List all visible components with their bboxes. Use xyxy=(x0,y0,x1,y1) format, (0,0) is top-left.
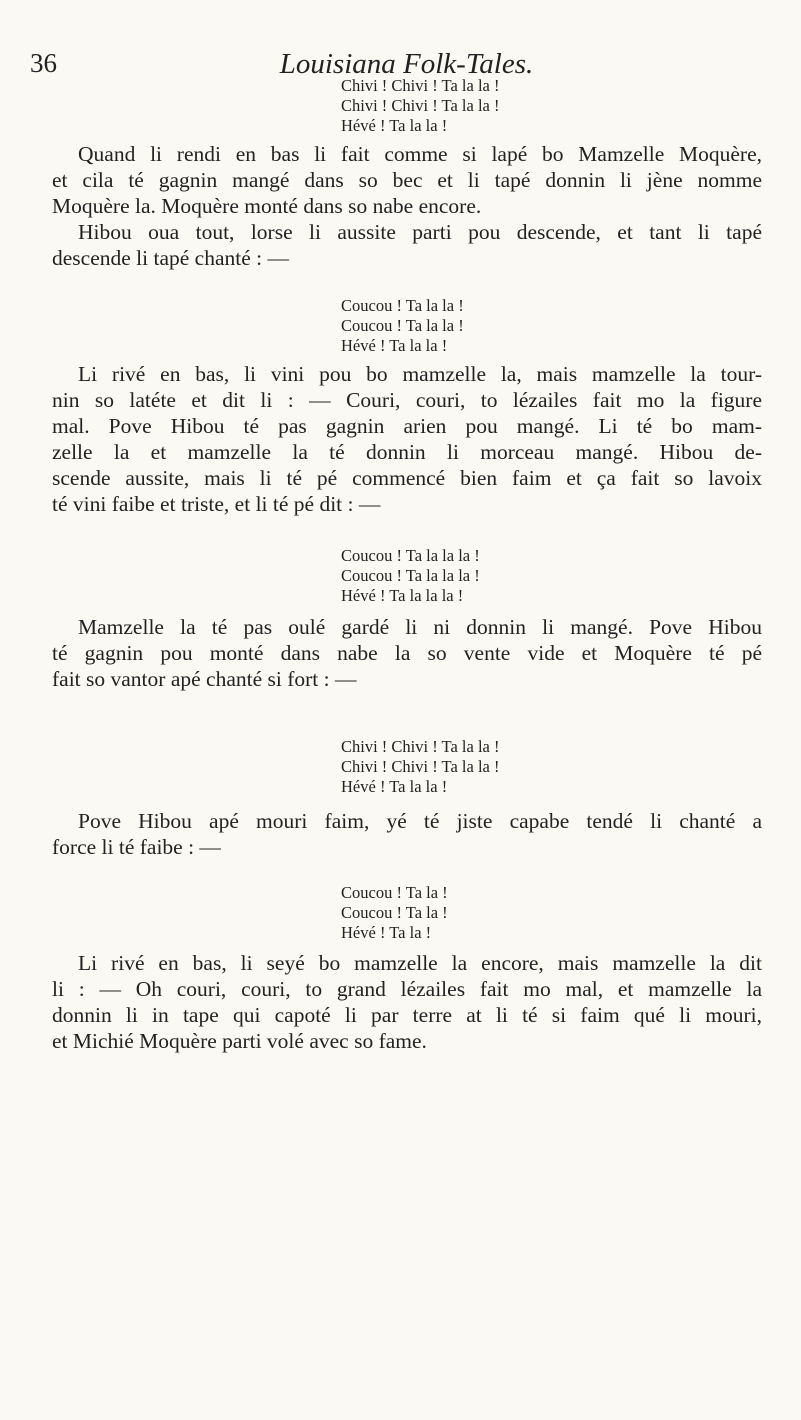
text-line: fait so vantor apé chanté si fort : — xyxy=(52,667,357,691)
verse-line: Chivi ! Chivi ! Ta la la ! xyxy=(341,96,500,115)
song-verse xyxy=(341,76,499,136)
verse-line: Hévé ! Ta la la ! xyxy=(341,116,448,135)
song-verse xyxy=(341,883,448,943)
verse-line: Coucou ! Ta la ! xyxy=(341,883,448,902)
text-line: Mamzelle la té pas oulé gardé li ni donnin li mangé. Pove Hibou xyxy=(78,615,762,639)
song-verse xyxy=(341,546,480,606)
verse-line: Chivi ! Chivi ! Ta la la ! xyxy=(341,737,500,756)
verse-line: Hévé ! Ta la la ! xyxy=(341,336,448,355)
text-line: mal. Pove Hibou té pas gagnin arien pou mangé. Li té bo mam- xyxy=(52,414,762,438)
verse-line: Hévé ! Ta la la ! xyxy=(341,777,448,796)
song-verse xyxy=(341,737,499,797)
text-line: et cila té gagnin mangé dans so bec et li tapé donnin li jène nomme xyxy=(52,168,762,192)
text-line: descende li tapé chanté : — xyxy=(52,246,289,270)
text-line: té vini faibe et triste, et li té pé dit : — xyxy=(52,492,381,516)
text-line: Li rivé en bas, li vini pou bo mamzelle la, mais mamzelle la tour- xyxy=(78,362,762,386)
text-line: force li té faibe : — xyxy=(52,835,221,859)
paragraph xyxy=(52,361,762,517)
text-line: donnin li in tape qui capoté li par terre at li té si faim qué li mouri, xyxy=(52,1003,762,1027)
text-line: té gagnin pou monté dans nabe la so vente vide et Moquère té pé xyxy=(52,641,762,665)
verse-line: Hévé ! Ta la ! xyxy=(341,923,432,942)
text-line: zelle la et mamzelle la té donnin li morceau mangé. Hibou de- xyxy=(52,440,762,464)
verse-line: Coucou ! Ta la la ! xyxy=(341,316,464,335)
song-verse xyxy=(341,296,464,356)
text-line: Hibou oua tout, lorse li aussite parti pou descende, et tant li tapé xyxy=(78,220,762,244)
running-head: Louisiana Folk-Tales. xyxy=(279,48,534,80)
verse-line: Coucou ! Ta la la la ! xyxy=(341,546,480,565)
paragraph xyxy=(52,950,762,1054)
verse-line: Chivi ! Chivi ! Ta la la ! xyxy=(341,757,500,776)
page-number: 36 xyxy=(30,48,57,78)
text-line: Quand li rendi en bas li fait comme si lapé bo Mamzelle Moquère, xyxy=(78,142,762,166)
text-line: Moquère la. Moquère monté dans so nabe encore. xyxy=(52,194,482,218)
paragraph xyxy=(52,614,762,692)
verse-line: Coucou ! Ta la ! xyxy=(341,903,448,922)
paragraph xyxy=(52,141,762,271)
text-line: nin so latéte et dit li : — Couri, couri, to lézailes fait mo la figure xyxy=(52,388,762,412)
verse-line: Hévé ! Ta la la la ! xyxy=(341,586,464,605)
text-line: li : — Oh couri, couri, to grand lézailes fait mo mal, et mamzelle la xyxy=(52,977,762,1001)
verse-line: Chivi ! Chivi ! Ta la la ! xyxy=(341,76,500,95)
paragraph xyxy=(52,808,762,860)
text-line: Pove Hibou apé mouri faim, yé té jiste capabe tendé li chanté a xyxy=(78,809,762,833)
verse-line: Coucou ! Ta la la la ! xyxy=(341,566,480,585)
text-line: Li rivé en bas, li seyé bo mamzelle la encore, mais mamzelle la dit xyxy=(78,951,762,975)
text-line: scende aussite, mais li té pé commencé bien faim et ça fait so lavoix xyxy=(52,466,762,490)
text-line: et Michié Moquère parti volé avec so fame. xyxy=(52,1029,427,1053)
verse-line: Coucou ! Ta la la ! xyxy=(341,296,464,315)
